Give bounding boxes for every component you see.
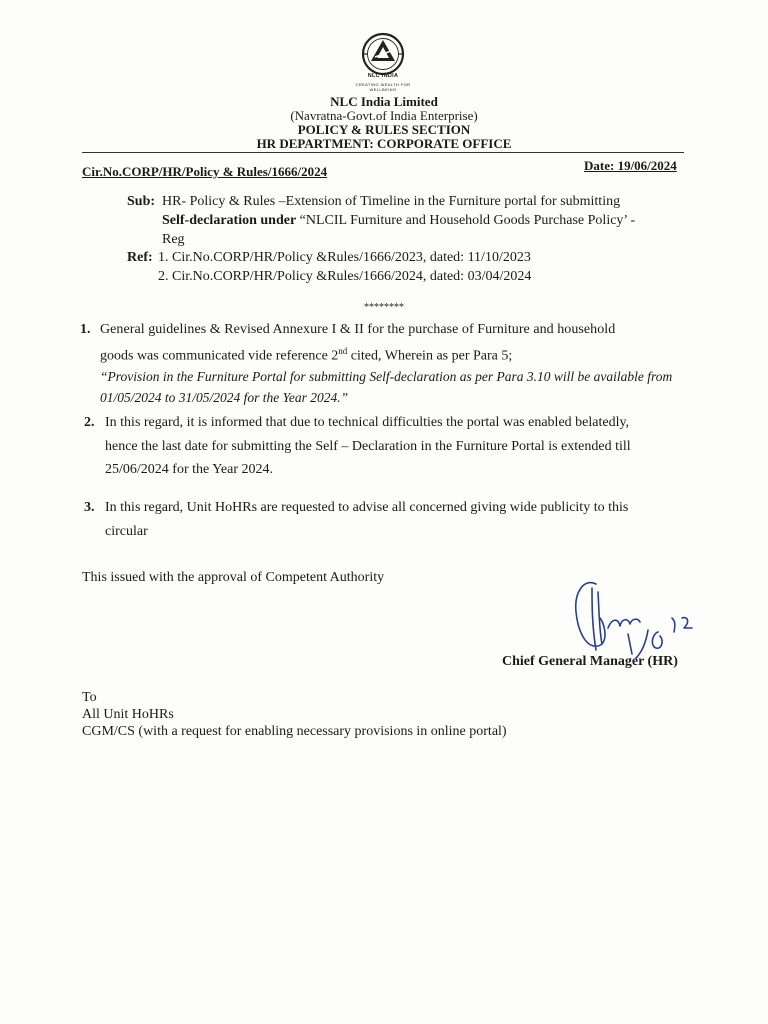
- recipient-2: CGM/CS (with a request for enabling necessary provisions in online portal): [82, 724, 507, 739]
- reference-label: Ref:: [127, 250, 153, 265]
- subject-line-1: HR- Policy & Rules –Extension of Timeline in the Furniture portal for submitting: [162, 194, 621, 209]
- reference-item-1: 1. Cir.No.CORP/HR/Policy &Rules/1666/2023, dated: 11/10/2023: [158, 250, 531, 265]
- paragraph-1-text: goods was communicated vide reference 2: [100, 348, 339, 364]
- paragraph-3-number: 3.: [84, 500, 95, 515]
- separator: ********: [364, 302, 404, 313]
- paragraph-2-number: 2.: [84, 415, 95, 430]
- paragraph-1-line-1: General guidelines & Revised Annexure I & II for the purchase of Furniture and household: [100, 322, 616, 337]
- approval-statement: This issued with the approval of Competent Authority: [82, 570, 385, 585]
- paragraph-2-line-3: 25/06/2024 for the Year 2024.: [105, 462, 273, 477]
- quote-line-2: 01/05/2024 to 31/05/2024 for the Year 2024.”: [100, 390, 349, 405]
- reference-item-2: 2. Cir.No.CORP/HR/Policy &Rules/1666/2024, dated: 03/04/2024: [158, 269, 532, 284]
- subject-line-3: Reg: [162, 232, 185, 247]
- logo-tagline: CREATING WEALTH FOR WELLBEING: [355, 82, 411, 92]
- header-divider: [82, 152, 684, 153]
- superscript: nd: [338, 346, 348, 356]
- company-logo: [346, 30, 420, 96]
- subject-label: Sub:: [127, 194, 156, 209]
- paragraph-3-line-2: circular: [105, 524, 148, 539]
- logo-text: NLC INDIA: [367, 73, 399, 79]
- signatory-title: Chief General Manager (HR): [502, 654, 678, 669]
- org-subtitle: (Navratna-Govt.of India Enterprise): [290, 108, 478, 123]
- subject-line-2: [162, 213, 682, 229]
- subject-bold-text: Self-declaration under: [162, 213, 297, 228]
- circular-date: Date: 19/06/2024: [584, 158, 677, 173]
- paragraph-1-number: 1.: [80, 322, 91, 337]
- to-label: To: [82, 690, 97, 705]
- paragraph-2-line-1: In this regard, it is informed that due to technical difficulties the portal was enabled belatedly,: [105, 415, 630, 430]
- paragraph-1-text-end: cited, Wherein as per Para 5;: [347, 348, 513, 364]
- quote-line-1: “Provision in the Furniture Portal for submitting Self-declaration as per Para 3.10 will be available from: [100, 369, 673, 384]
- subject-policy-name: “NLCIL Furniture and Household Goods Purchase Policy’ -: [296, 213, 636, 228]
- paragraph-1-line-2: [100, 346, 512, 365]
- section-title: POLICY & RULES SECTION: [297, 122, 471, 137]
- circular-number: Cir.No.CORP/HR/Policy & Rules/1666/2024: [82, 164, 328, 179]
- department-title: HR DEPARTMENT: CORPORATE OFFICE: [256, 136, 512, 151]
- recipient-1: All Unit HoHRs: [82, 707, 174, 722]
- paragraph-3-line-1: In this regard, Unit HoHRs are requested to advise all concerned giving wide publicity to this: [105, 500, 629, 515]
- org-name: NLC India Limited: [330, 94, 438, 109]
- paragraph-2-line-2: hence the last date for submitting the Self – Declaration in the Furniture Portal is extended till: [105, 439, 631, 454]
